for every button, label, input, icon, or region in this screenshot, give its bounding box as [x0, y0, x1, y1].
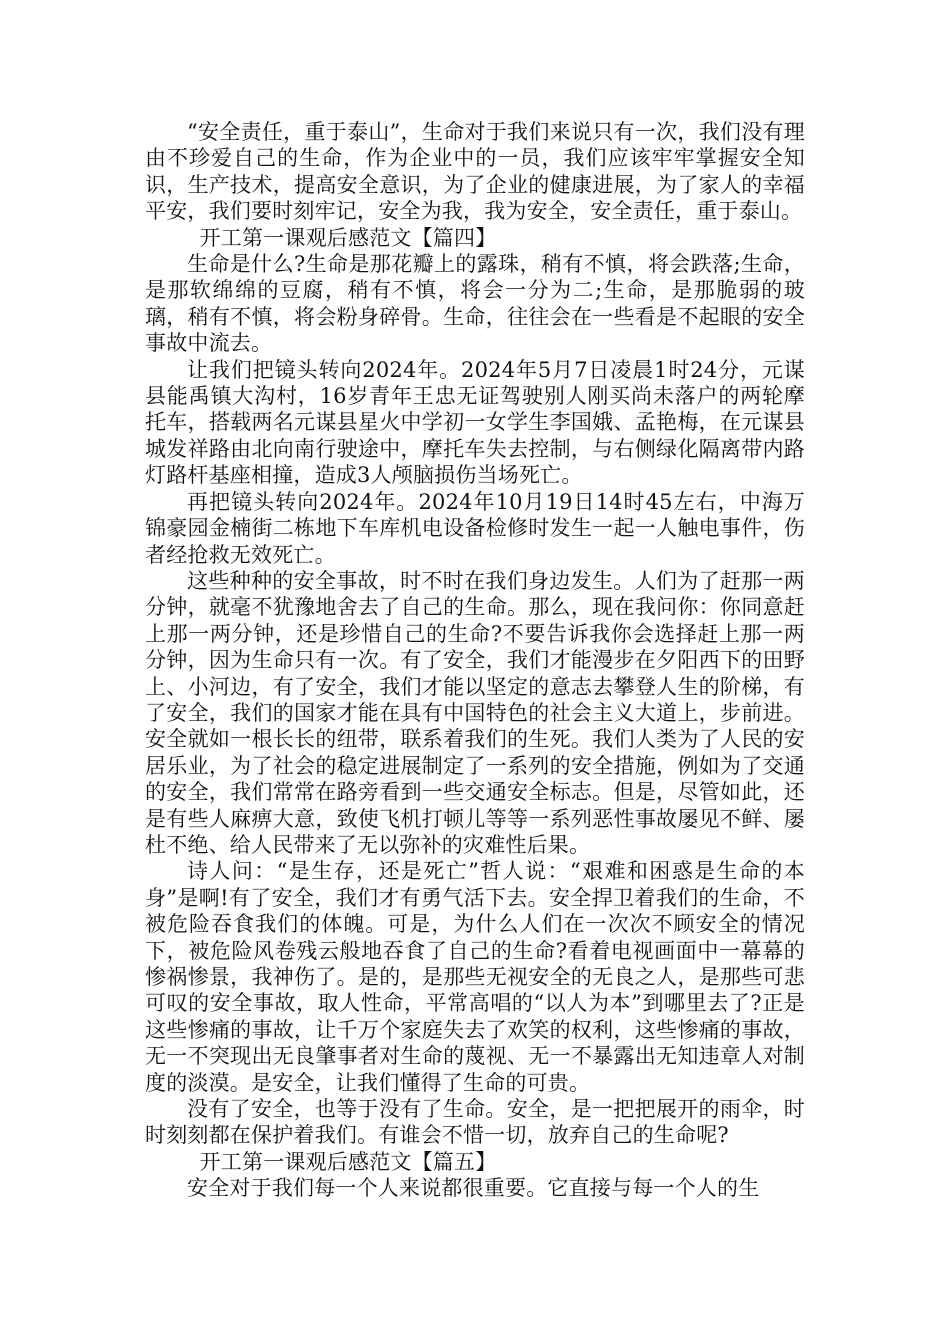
paragraph-motorcycle-accident: 让我们把镜头转向2024年。2024年5月7日凌晨1时24分，元谋县能禹镇大沟村，16岁青年王忠无证驾驶别人刚买尚未落户的两轮摩托车，搭载两名元谋县星火中学初一女学生李国娥、孟艳梅，在元谋县城发祥路由北向南行驶途中，摩托车失去控制，与右侧绿化隔离带内路灯路杆基座相撞，造成3人颅脑损伤当场死亡。 [145, 357, 805, 488]
document-body [145, 119, 805, 1202]
paragraph-safety-responsibility: “安全责任，重于泰山”，生命对于我们来说只有一次，我们没有理由不珍爱自己的生命，作为企业中的一员，我们应该牢牢掌握安全知识，生产技术，提高安全意识，为了企业的健康进展，为了家人的幸福平安，我们要时刻牢记，安全为我，我为安全，安全责任，重于泰山。 [145, 120, 805, 224]
section-heading-part-five: 开工第一课观后感范文【篇五】 [199, 1149, 497, 1174]
paragraph-safety-importance: 安全对于我们每一个人来说都很重要。它直接与每一个人的生 [187, 1176, 760, 1201]
paragraph-what-is-life: 生命是什么?生命是那花瓣上的露珠，稍有不慎，将会跌落;生命，是那软绵绵的豆腐，稍有不慎，将会一分为二;生命，是那脆弱的玻璃，稍有不慎，将会粉身碎骨。生命，往往会在一些看是不起眼的安全事故中流去。 [145, 252, 805, 356]
section-heading-part-four: 开工第一课观后感范文【篇四】 [199, 225, 497, 250]
paragraph-electrocution-accident: 再把镜头转向2024年。2024年10月19日14时45左右，中海万锦豪园金楠街二栋地下车库机电设备检修时发生一起一人触电事件，伤者经抢救无效死亡。 [145, 489, 805, 567]
paragraph-no-safety-no-life: 没有了安全，也等于没有了生命。安全，是一把把展开的雨伞，时时刻刻都在保护着我们。有谁会不惜一切，放弃自己的生命呢? [145, 1097, 805, 1148]
paragraph-accidents-happen: 这些种种的安全事故，时不时在我们身边发生。人们为了赶那一两分钟，就毫不犹豫地舍去了自己的生命。那么，现在我问你：你同意赶上那一两分钟，还是珍惜自己的生命?不要告诉我你会选择赶上那一两分钟，因为生命只有一次。有了安全，我们才能漫步在夕阳西下的田野上、小河边，有了安全，我们才能以坚定的意志去攀登人生的阶梯，有了安全，我们的国家才能在具有中国特色的社会主义大道上，步前进。安全就如一根长长的纽带，联系着我们的生死。我们人类为了人民的安居乐业，为了社会的稳定进展制定了一系列的安全措施，例如为了交通的安全，我们常常在路旁看到一些交通安全标志。但是，尽管如此，还是有些人麻痹大意，致使飞机打顿儿等等一系列恶性事故屡见不鲜、屡杜不绝、给人民带来了无以弥补的灾难性后果。 [145, 568, 805, 857]
paragraph-poet-asks: 诗人问：“是生存，还是死亡”哲人说：“艰难和困惑是生命的本身”是啊!有了安全，我们才有勇气活下去。安全捍卫着我们的生命，不被危险吞食我们的体魄。可是，为什么人们在一次次不顾安全的情况下，被危险风卷残云般地吞食了自己的生命?看着电视画面中一幕幕的惨祸惨景，我神伤了。是的，是那些无视安全的无良之人，是那些可悲可叹的安全事故，取人性命，平常高唱的“以人为本”到哪里去了?正是这些惨痛的事故，让千万个家庭失去了欢笑的权利，这些惨痛的事故，无一不突现出无良肇事者对生命的蔑视、无一不暴露出无知违章人对制度的淡漠。是安全，让我们懂得了生命的可贵。 [145, 859, 805, 1095]
